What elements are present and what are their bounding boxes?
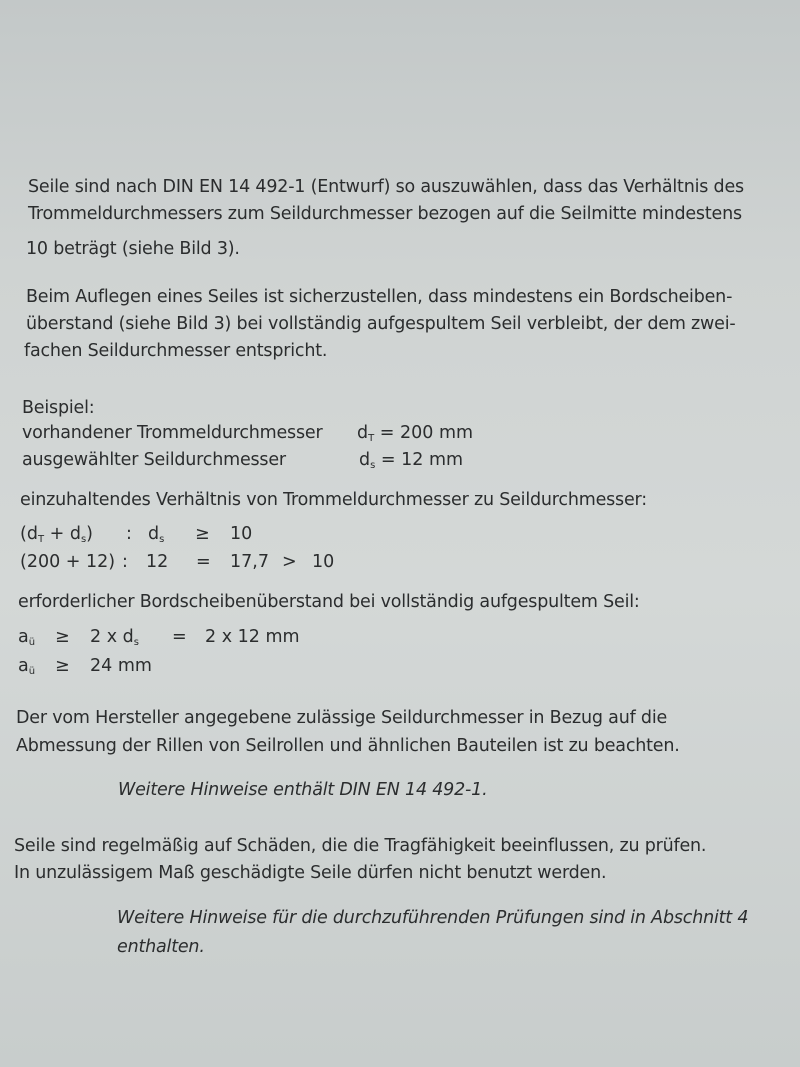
paragraph-line: In unzulässigem Maß geschädigte Seile dürfen nicht benutzt werden.: [14, 863, 607, 883]
ratio-calc-colon: :: [122, 552, 128, 572]
paragraph-line: 10 beträgt (siehe Bild 3).: [26, 239, 240, 259]
flange-formula-result: 2 x 12 mm: [205, 627, 300, 647]
example-rope-symbol: $d_s = 12$ mm: [359, 450, 464, 471]
flange-formula-expression: 2 x $d_s$: [90, 627, 139, 648]
paragraph-line: Seile sind nach DIN EN 14 492-1 (Entwurf) so auszuwählen, dass das Verhältnis des: [28, 177, 744, 197]
ratio-calc-operator: >: [282, 552, 297, 572]
flange-result-value: 24 mm: [90, 656, 152, 676]
flange-result-symbol: $a_ü$: [18, 656, 36, 677]
flange-result-operator: ≥: [55, 656, 70, 676]
ratio-calc-equals: =: [196, 552, 211, 572]
paragraph-line: fachen Seildurchmesser entspricht.: [24, 341, 328, 361]
paragraph-line: Abmessung der Rillen von Seilrollen und ähnlichen Bauteilen ist zu beachten.: [16, 736, 680, 756]
ratio-formula-rhs: $d_s$: [148, 524, 165, 545]
flange-formula-operator: ≥: [55, 627, 70, 647]
ratio-formula-lhs: $(d_T + d_s)$: [20, 524, 93, 545]
ratio-formula-value: 10: [230, 524, 253, 544]
note-line: enthalten.: [117, 937, 205, 957]
ratio-calc-expression: (200 + 12): [20, 552, 116, 572]
ratio-formula-colon: :: [126, 524, 132, 544]
ratio-heading: einzuhaltendes Verhältnis von Trommeldurchmesser zu Seildurchmesser:: [20, 490, 647, 510]
paragraph-line: Trommeldurchmessers zum Seildurchmesser bezogen auf die Seilmitte mindestens: [28, 204, 742, 224]
flange-heading: erforderlicher Bordscheibenüberstand bei vollständig aufgespultem Seil:: [18, 592, 640, 612]
example-drum-symbol: $d_T = 200$ mm: [357, 423, 474, 444]
note-line: Weitere Hinweise für die durchzuführenden Prüfungen sind in Abschnitt 4: [117, 908, 749, 928]
example-heading: Beispiel:: [22, 398, 95, 418]
example-drum-label: vorhandener Trommeldurchmesser: [22, 423, 323, 443]
flange-formula-equals: =: [172, 627, 187, 647]
ratio-calc-divisor: 12: [146, 552, 169, 572]
paragraph-line: Der vom Hersteller angegebene zulässige Seildurchmesser in Bezug auf die: [16, 708, 668, 728]
note-din-reference: Weitere Hinweise enthält DIN EN 14 492-1.: [118, 780, 488, 800]
ratio-calc-value: 10: [312, 552, 335, 572]
example-rope-label: ausgewählter Seildurchmesser: [22, 450, 286, 470]
ratio-calc-result: 17,7: [230, 552, 269, 572]
ratio-formula-operator: ≥: [195, 524, 210, 544]
paragraph-line: Seile sind regelmäßig auf Schäden, die die Tragfähigkeit beeinflussen, zu prüfen.: [14, 836, 707, 856]
paragraph-line: Beim Auflegen eines Seiles ist sicherzustellen, dass mindestens ein Bordscheiben-: [26, 287, 733, 307]
paragraph-line: überstand (siehe Bild 3) bei vollständig aufgespultem Seil verbleibt, der dem zwei-: [26, 314, 736, 334]
flange-formula-symbol: $a_ü$: [18, 627, 36, 648]
